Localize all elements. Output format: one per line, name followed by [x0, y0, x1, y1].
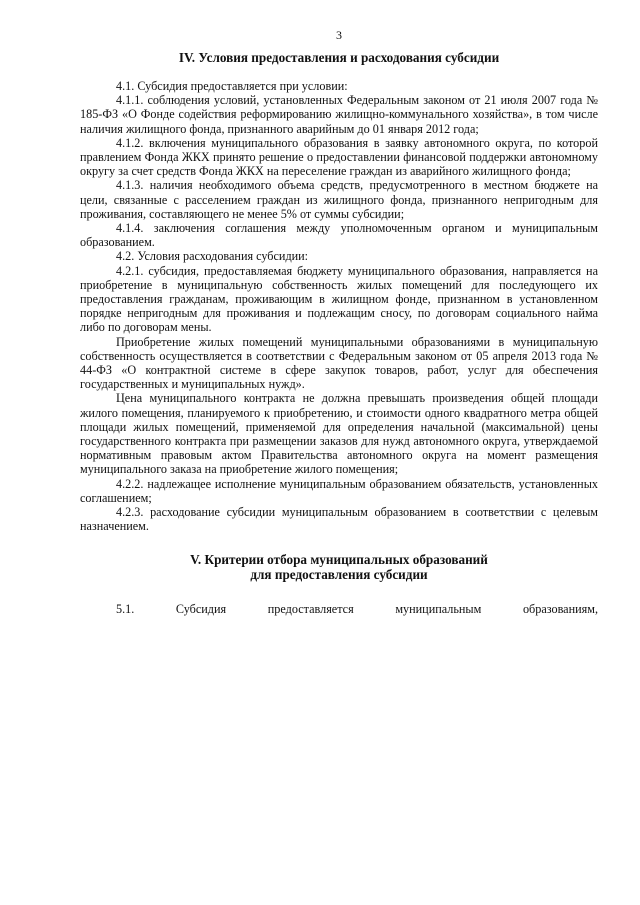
paragraph-4-1-2: 4.1.2. включения муниципального образования в заявку автономного округа, по которой правлением Фонда ЖКХ принято решение о предоставлении финансовой поддержки автономному округу за счет средств Фонда ЖКХ на переселение граждан из аварийного жилищного фонда; — [80, 135, 598, 179]
section-5-title-line-2: для предоставления субсидии — [250, 566, 428, 582]
paragraph-4-2: 4.2. Условия расходования субсидии: — [116, 249, 309, 264]
paragraph-4-2-2: 4.2.2. надлежащее исполнение муниципальным образованием обязательств, установленных соглашением; — [80, 476, 598, 505]
paragraph-4-2-1: 4.2.1. субсидия, предоставляемая бюджету муниципального образования, направляется на приобретение в муниципальную собственность жилых помещений для последующего их предоставления гражданам, проживающим в жилищном фонде, признанном в установленном порядке непригодным для проживания и подлежащим сносу, по договорам социального найма либо по договорам мены. — [80, 263, 598, 335]
paragraph-4-1: 4.1. Субсидия предоставляется при условии: — [116, 79, 348, 93]
section-4-body — [80, 79, 598, 534]
paragraph-4-1-1: 4.1.1. соблюдения условий, установленных Федеральным законом от 21 июля 2007 года № 185-ФЗ «О Фонде содействия реформированию жилищно-коммунального хозяйства», в том числе наличия жилищного фонда, признанного аварийным до 01 января 2012 года; — [80, 93, 598, 136]
paragraph-4-1-4: 4.1.4. заключения соглашения между уполномоченным органом и муниципальным образованием. — [80, 221, 598, 250]
page-number: 3 — [336, 28, 342, 42]
paragraph-4-2-3: 4.2.3. расходование субсидии муниципальным образованием в соответствии с целевым назначением. — [80, 505, 598, 534]
paragraph-5-1: 5.1. Субсидия предоставляется муниципальным образованиям, — [116, 601, 598, 616]
paragraph-4-1-3: 4.1.3. наличия необходимого объема средств, предусмотренного в местном бюджете на цели, связанные с расселением граждан из жилищного фонда, признанного непригодным для проживания, составляющего не менее 5% от суммы субсидии; — [80, 178, 598, 221]
section-5-title-line-1: V. Критерии отбора муниципальных образований — [190, 551, 488, 567]
paragraph-contract-price: Цена муниципального контракта не должна превышать произведения общей площади жилого помещения, планируемого к приобретению, и стоимости одного квадратного метра общей площади жилых помещений, применяемой для определения начальной (максимальной) цены государственного контракта при размещении заказов для нужд автономного округа, утверждаемой нормативным правовым актом Правительства автономного округа на момент размещения муниципального заказа на приобретение жилого помещения; — [80, 391, 598, 477]
section-5-title — [80, 552, 598, 582]
section-4-title: IV. Условия предоставления и расходования субсидии — [178, 50, 500, 65]
paragraph-acquisition: Приобретение жилых помещений муниципальными образованиями в муниципальную собственность осуществляется в соответствии с Федеральным законом от 05 апреля 2013 года № 44-ФЗ «О контрактной системе в сфере закупок товаров, работ, услуг для обеспечения государственных и муниципальных нужд». — [80, 334, 598, 392]
section-5-body — [80, 602, 598, 616]
